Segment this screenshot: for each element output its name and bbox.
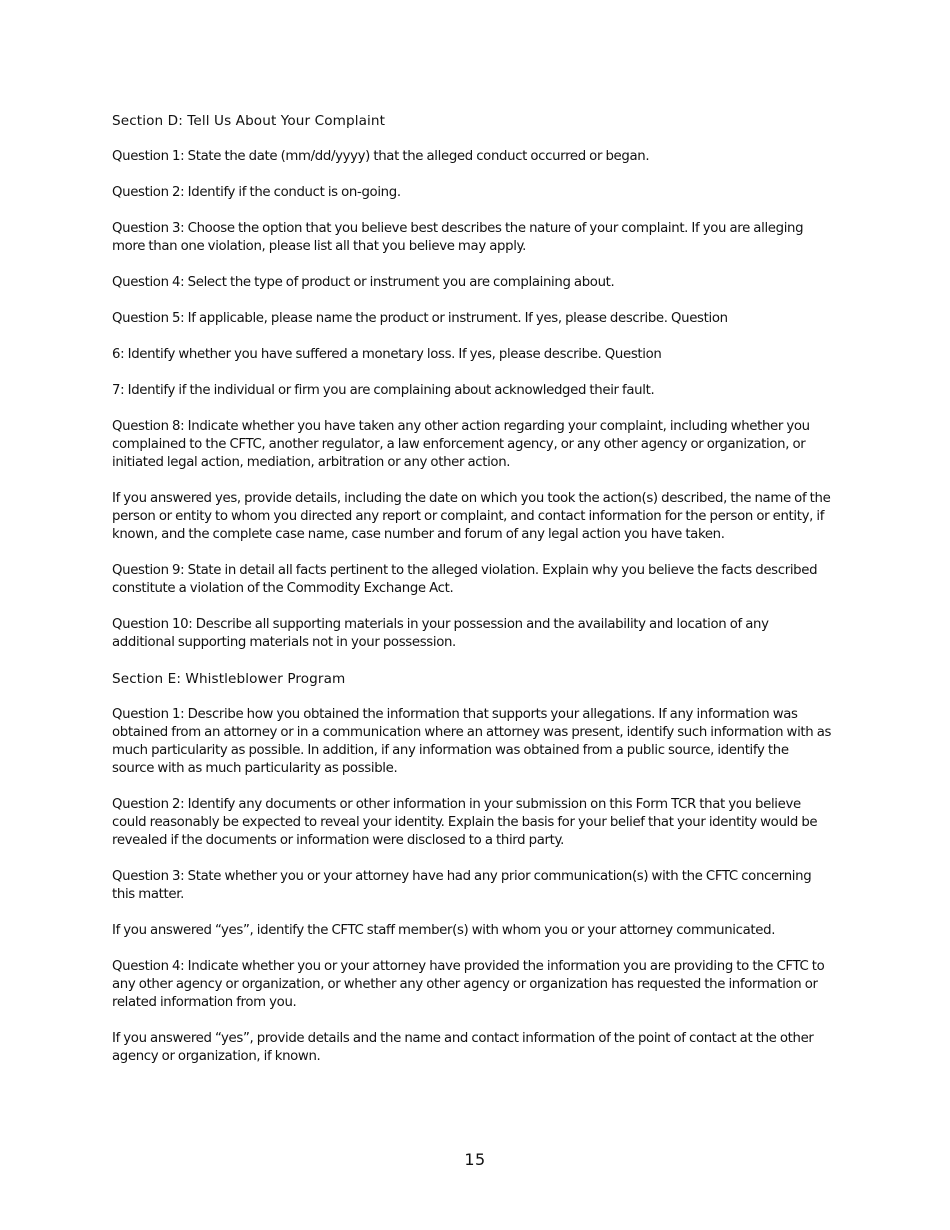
section-d-question-10: Question 10: Describe all supporting materials in your possession and the availability and location of any additional supporting materials not in your possession.: [112, 617, 769, 650]
section-d-question-4: Question 4: Select the type of product or instrument you are complaining about.: [112, 275, 615, 290]
document-page: [112, 112, 834, 1084]
section-e-question-3: Question 3: State whether you or your attorney have had any prior communication(s) with the CFTC concerning this matter.: [112, 869, 812, 902]
section-d-question-8: Question 8: Indicate whether you have taken any other action regarding your complaint, including whether you complained to the CFTC, another regulator, a law enforcement agency, or any other agency or organization, or initiated legal action, mediation, arbitration or any other action.: [112, 419, 810, 470]
section-e-question-4-followup: If you answered “yes”, provide details and the name and contact information of the point of contact at the other agency or organization, if known.: [112, 1031, 814, 1064]
section-d-question-1: Question 1: State the date (mm/dd/yyyy) that the alleged conduct occurred or began.: [112, 149, 650, 164]
section-e-question-3-followup: If you answered “yes”, identify the CFTC staff member(s) with whom you or your attorney communicated.: [112, 923, 776, 938]
section-e-question-4: Question 4: Indicate whether you or your attorney have provided the information you are providing to the CFTC to any other agency or organization, or whether any other agency or organization has requested the information or related information from you.: [112, 959, 825, 1010]
section-d-question-2: Question 2: Identify if the conduct is on-going.: [112, 185, 401, 200]
section-d-question-6: 6: Identify whether you have suffered a monetary loss. If yes, please describe. Question: [112, 347, 662, 362]
page-number: 15: [464, 1150, 486, 1169]
section-d-heading: Section D: Tell Us About Your Complaint: [112, 113, 386, 129]
section-d-question-8-followup: If you answered yes, provide details, including the date on which you took the action(s) described, the name of the person or entity to whom you directed any report or complaint, and contact information for the person or entity, if known, and the complete case name, case number and forum of any legal action you have taken.: [112, 491, 831, 542]
section-d-question-9: Question 9: State in detail all facts pertinent to the alleged violation. Explain why you believe the facts described constitute a violation of the Commodity Exchange Act.: [112, 563, 818, 596]
section-d-question-5: Question 5: If applicable, please name the product or instrument. If yes, please describe. Question: [112, 311, 728, 326]
section-e-question-2: Question 2: Identify any documents or other information in your submission on this Form TCR that you believe could reasonably be expected to reveal your identity. Explain the basis for your belief that your identity would be revealed if the documents or information were disclosed to a third party.: [112, 797, 818, 848]
section-d-question-7: 7: Identify if the individual or firm you are complaining about acknowledged their fault.: [112, 383, 655, 398]
section-e-heading: Section E: Whistleblower Program: [112, 671, 346, 687]
section-d-question-3: Question 3: Choose the option that you believe best describes the nature of your complaint. If you are alleging more than one violation, please list all that you believe may apply.: [112, 221, 804, 254]
section-e-question-1: Question 1: Describe how you obtained the information that supports your allegations. If any information was obtained from an attorney or in a communication where an attorney was present, identify such information with as much particularity as possible. In addition, if any information was obtained from a public source, identify the source with as much particularity as possible.: [112, 707, 832, 776]
